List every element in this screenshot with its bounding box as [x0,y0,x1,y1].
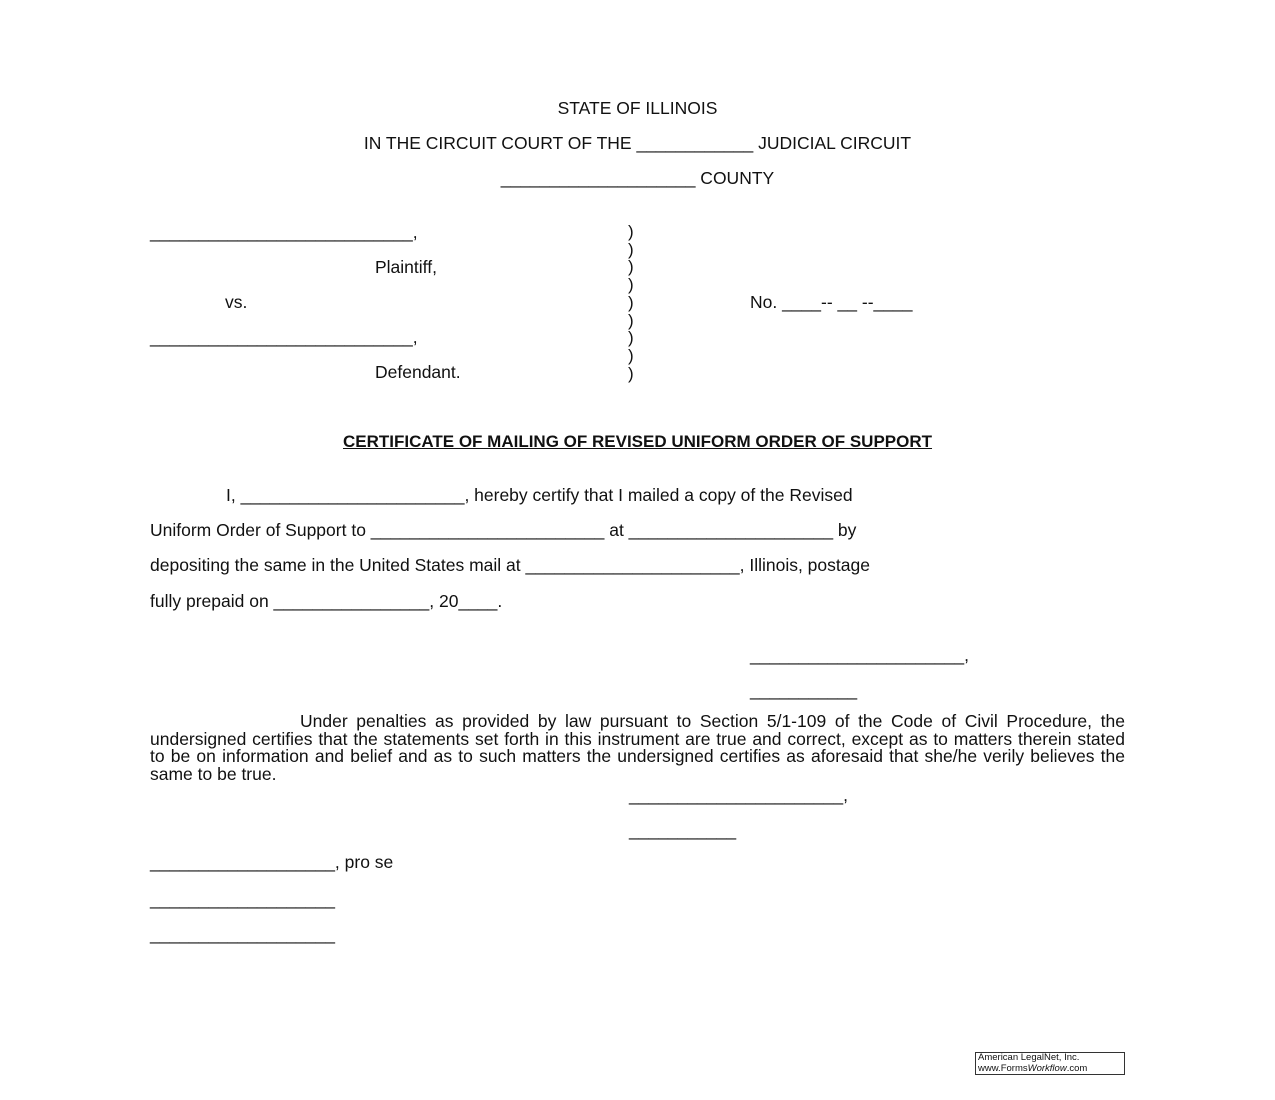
plaintiff-label: Plaintiff, [375,257,437,277]
url-suffix: .com [1066,1062,1088,1074]
signature-name-field-2[interactable]: ___________ [629,820,737,840]
url-italic: Workflow [1027,1062,1067,1074]
plaintiff-name-field[interactable]: ___________________________, [150,222,418,242]
vs-label: vs. [225,292,248,312]
court-heading: IN THE CIRCUIT COURT OF THE ____________ JUDICIAL CIRCUIT [363,133,912,153]
defendant-name-field[interactable]: ___________________________, [150,327,418,347]
signature-name-field-1[interactable]: ___________ [750,680,858,700]
url-prefix: www.Forms [978,1062,1028,1074]
signature-field-1[interactable]: ______________________, [750,645,969,665]
certify-line-2[interactable]: Uniform Order of Support to ________________________ at _____________________ by [150,520,857,540]
certify-line-4[interactable]: fully prepaid on ________________, 20____. [150,591,503,611]
pro-se-city-field[interactable]: ___________________ [150,924,335,944]
publisher-url[interactable] [978,1064,1122,1075]
state-heading: STATE OF ILLINOIS [557,98,718,118]
document-title: CERTIFICATE OF MAILING OF REVISED UNIFORM ORDER OF SUPPORT [342,432,933,451]
certify-line-1[interactable]: I, _______________________, hereby certify that I mailed a copy of the Revised [226,485,853,505]
verification-paragraph: Under penalties as provided by law pursuant to Section 5/1-109 of the Code of Civil Procedure, the undersigned certifies that the statements set forth in this instrument are true and correct, except as to matters therein stated to be on information and belief and as to such matters the undersigned certifies as aforesaid that she/he verily believes the same to be true. [150,711,1125,784]
case-number-field[interactable]: No. ____-- __ --____ [750,292,913,312]
pro-se-address-field[interactable]: ___________________ [150,889,335,909]
signature-field-2[interactable]: ______________________, [629,785,848,805]
caption-parentheses: ) ) ) ) ) ) ) ) ) [628,222,634,383]
certify-line-3[interactable]: depositing the same in the United States mail at ______________________, Illinois, postage [150,555,870,575]
pro-se-name-field[interactable]: ___________________, pro se [150,852,394,872]
defendant-label: Defendant. [375,362,461,382]
publisher-name: American LegalNet, Inc. [978,1052,1080,1063]
county-heading: ____________________ COUNTY [500,168,775,188]
publisher-footer [975,1052,1125,1075]
